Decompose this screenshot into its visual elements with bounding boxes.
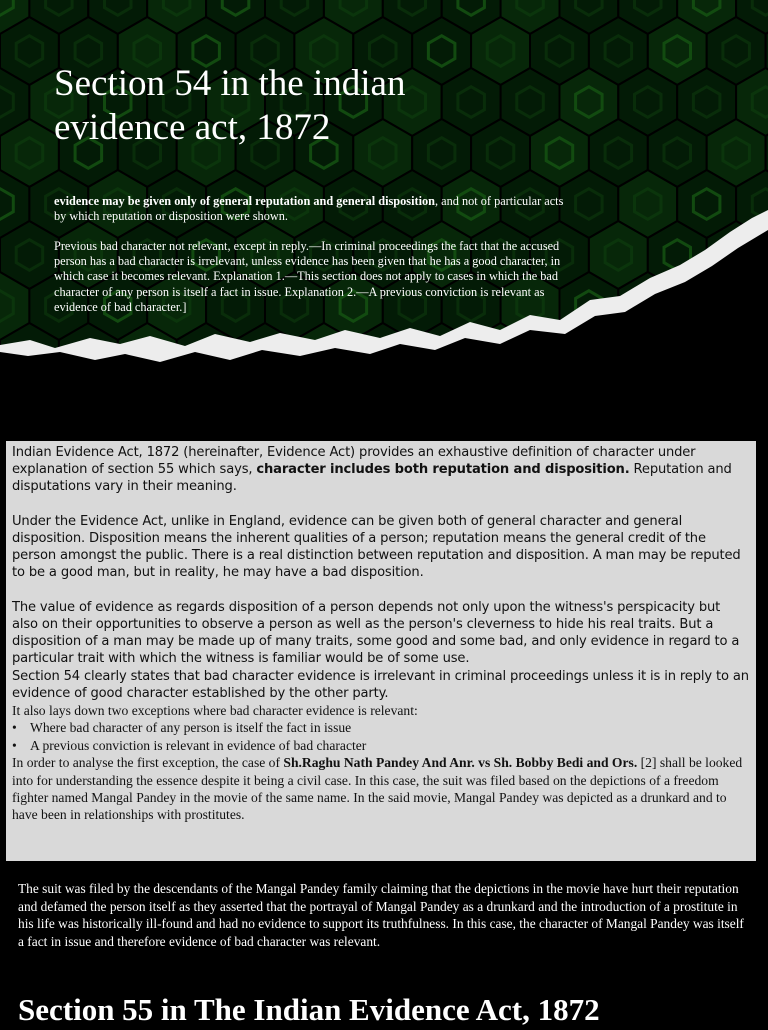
exceptions-list: [12, 719, 750, 754]
list-item: [12, 737, 750, 754]
paragraph-england: Under the Evidence Act, unlike in England, evidence can be given both of general character and general disposition. Disposition means the inherent qualities of a person; reputation means the general credit of the person amongst the public. There is a real distinction between reputation and disposition. A man may be reputed to be a good man, but in reality, he may have a bad disposition.: [12, 513, 741, 581]
bullet-icon: •: [12, 737, 17, 753]
paragraph-suit: The suit was filed by the descendants of the Mangal Pandey family claiming that the depictions in the movie have hurt their reputation and defamed the person itself as they asserted that the portrayal of Mangal Pandey as a drunkard and the introduction of a prostitute in his life was historically ill-found and had no evidence to support its truthfulness. In this case, the character of Mangal Pandey was itself a fact in issue and therefore evidence of bad character was relevant.: [18, 881, 744, 949]
paragraph-definition-bold: character includes both reputation and disposition.: [256, 462, 630, 478]
paragraph-section-54: Section 54 clearly states that bad character evidence is irrelevant in criminal proceedings unless it is in reply to an evidence of good character established by the other party.: [12, 668, 749, 701]
section-55-heading: Section 55 in The Indian Evidence Act, 1872: [18, 992, 600, 1027]
case-analysis-start: In order to analyse the first exception, the case of: [12, 755, 284, 771]
paragraph-definition-start: Indian Evidence Act, 1872 (hereinafter, Evidence Act) provides an exhaustive definition of character under explanation of section 55 which says,: [12, 445, 696, 478]
case-name: Sh.Raghu Nath Pandey And Anr. vs Sh. Bobby Bedi and Ors.: [283, 755, 638, 771]
page-title: Section 54 in the indian evidence act, 1872: [54, 63, 406, 148]
hero-lead: [54, 194, 564, 224]
hero-lead-bold: evidence may be given only of general reputation and general disposition: [54, 194, 435, 208]
paragraph-definition-end: Reputation and disputations vary in their meaning.: [12, 462, 732, 495]
hero-lead-rest: , and not of particular acts by which reputation or disposition were shown.: [54, 194, 564, 223]
paragraph-case-analysis: [12, 754, 750, 824]
hero-banner: [0, 0, 768, 400]
list-item: [12, 719, 750, 736]
content-panel: [6, 441, 756, 861]
paragraph-definition: [12, 444, 750, 496]
list-item-text: Where bad character of any person is itself the fact in issue: [30, 720, 352, 736]
case-analysis-end: [2] shall be looked into for understanding the essence despite it being a civil case. In this case, the suit was filed based on the depictions of a freedom fighter named Mangal Pandey in the movie of the same name. In the said movie, Mangal Pandey was depicted as a drunkard and to have been in relationships with prostitutes.: [12, 755, 743, 823]
bullet-icon: •: [12, 720, 17, 736]
hero-body-text: Previous bad character not relevant, except in reply.—In criminal proceedings the fact that the accused person has a bad character is irrelevant, unless evidence has been given that he has a good character, in which case it becomes relevant. Explanation 1.—This section does not apply to cases in which the bad character of any person is itself a fact in issue. Explanation 2.—A previous conviction is relevant as evidence of bad character.]: [54, 239, 561, 314]
paragraph-exceptions: It also lays down two exceptions where bad character evidence is relevant:: [12, 703, 418, 719]
list-item-text: A previous conviction is relevant in evidence of bad character: [30, 737, 367, 753]
paragraph-value-of-evidence: The value of evidence as regards disposition of a person depends not only upon the witness's perspicacity but also on their opportunities to observe a person as well as the person's cleverness to hide his real traits. But a disposition of a man may be made up of many traits, some good and some bad, and only evidence in regard to a particular trait with which the witness is familiar would be of some use.: [12, 599, 740, 667]
